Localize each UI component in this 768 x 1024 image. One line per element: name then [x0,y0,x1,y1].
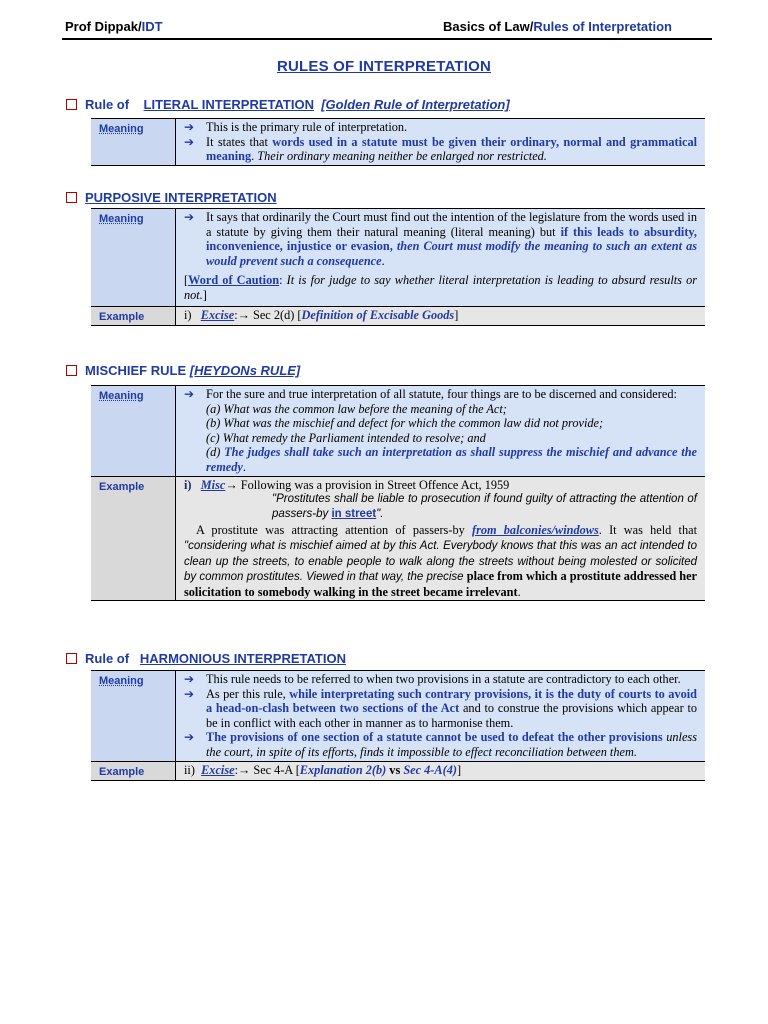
meaning-label: Meaning [91,386,176,477]
purposive-table [91,208,705,326]
section-heading-literal: Rule of LITERAL INTERPRETATION [Golden Rule of Interpretation] [66,97,510,112]
arrow-right-icon: ➔ [184,686,195,701]
misc-link[interactable]: Misc [200,477,226,492]
balconies-link[interactable]: from balconies/windows [471,523,599,538]
list-item: (a) What was the common law before the meaning of the Act; [206,401,507,416]
mischief-example: i) Misc→ Following was a provision in Street Offence Act, 1959 "Prostitutes shall be liable to prosecution if found guilty of attracting the attention of passers-by in street". A prostitute was attracting attention of passers-by from balconies/windows. It was held that "considering what is mischief aimed at by this Act. Everybody knows that this was an act intended to clean up the streets, to enable people to walk along the streets without being molested or solicited by common prostitutes. Viewed in that way, the precise place from which a prostitute addressed her solicitation to somebody walking in the street became irrelevant. [176,476,706,601]
checkbox-square-icon [66,653,77,664]
example-label: Example [91,306,176,326]
list-item: (c) What remedy the Parliament intended to resolve; and [206,430,486,445]
purposive-example: i) Excise:→ Sec 2(d) [Definition of Excisable Goods] [176,306,706,326]
harmonious-table [91,670,705,781]
literal-table [91,118,705,166]
checkbox-square-icon [66,99,77,110]
header-topic [443,19,672,34]
statute-quote: "Prostitutes shall be liable to prosecution if found guilty of attracting the attention of passers-by in street". [272,493,697,520]
checkbox-square-icon [66,365,77,376]
arrow-right-icon: ➔ [184,730,195,745]
section-heading-mischief: MISCHIEF RULE [HEYDONs RULE] [66,363,300,378]
literal-meaning: ➔ This is the primary rule of interpretation. ➔ It states that words used in a statute must be given their ordinary, normal and grammatical meaning. Their ordinary meaning neither be enlarged nor restricted. [176,119,706,166]
meaning-label: Meaning [91,671,176,762]
arrow-right-icon: ➔ [184,210,195,224]
header-rule [62,38,712,40]
header-subject: IDT [141,19,163,34]
purposive-meaning: ➔ It says that ordinarily the Court must find out the intention of the legislature from the words used in a statute by giving them their natural meaning (literal meaning) but if this leads to absurdity, inconvenience, injustice or evasion, then Court must modify the meaning to such an extent as would prevent such a consequence. [Word of Caution: It is for judge to say whether literal interpretation is leading to absurd results or not.] [176,209,706,307]
section-heading-harmonious: Rule of HARMONIOUS INTERPRETATION [66,651,346,666]
harmonious-meaning: ➔ This rule needs to be referred to when two provisions in a statute are contradictory to each other. ➔ As per this rule, while interpretating such contrary provisions, it is the duty of courts to avoid a head-on-clash between two sections of the Act and to construe the provisions which appear to be in conflict with each other in manner as to harmonise them. ➔ The provisions of one section of a statute cannot be used to defeat the other provisions unless the court, in spite of its efforts, finds it impossible to effect reconciliation between them. [176,671,706,762]
case-paragraph: A prostitute was attracting attention of passers-by from balconies/windows. It was held that "considering what is mischief aimed at by this Act. Everybody knows that this was an act intended to clean up the streets, to enable people to walk along the streets without being molested or solicited by common prostitutes. Viewed in that way, the precise place from which a prostitute addressed her solicitation to somebody walking in the street became irrelevant. [184,523,697,599]
harmonious-example: ii) Excise:→ Sec 4-A [Explanation 2(b) vs Sec 4-A(4)] [176,761,706,781]
header-topic-category: Basics of Law/ [443,19,534,34]
mischief-meaning: ➔ For the sure and true interpretation of all statute, four things are to be discerned and considered: (a) What was the common law before the meaning of the Act; (b) What was the mischief and defect for which the common law did not provide; (c) What remedy the Parliament intended to resolve; and (d) The judges shall take such an interpretation as shall suppress the mischief and advance the remedy. [176,386,706,477]
arrow-right-icon: ➔ [184,120,195,134]
example-label: Example [91,761,176,781]
header-topic-title: Rules of Interpretation [533,19,672,34]
header-author [65,19,163,34]
meaning-label: Meaning [91,209,176,307]
word-of-caution: [Word of Caution: It is for judge to say whether literal interpretation is leading to absurd results or not.] [184,273,698,302]
list-item: (d) The judges shall take such an interpretation as shall suppress the mischief and advance the remedy. [206,445,697,474]
excise-link[interactable]: Excise [201,762,235,777]
arrow-right-icon: ➔ [184,387,195,401]
arrow-right-icon: ➔ [184,134,195,149]
header-author-name: Prof Dippak/ [65,19,142,34]
mischief-table [91,385,705,601]
list-item: (b) What was the mischief and defect for which the common law did not provide; [206,416,604,431]
meaning-label: Meaning [91,119,176,166]
page-title: RULES OF INTERPRETATION [276,58,492,75]
section-heading-purposive: PURPOSIVE INTERPRETATION [66,190,277,205]
excise-link[interactable]: Excise [200,307,235,322]
checkbox-square-icon [66,192,77,203]
example-label: Example [91,476,176,601]
arrow-right-icon: ➔ [184,672,195,686]
